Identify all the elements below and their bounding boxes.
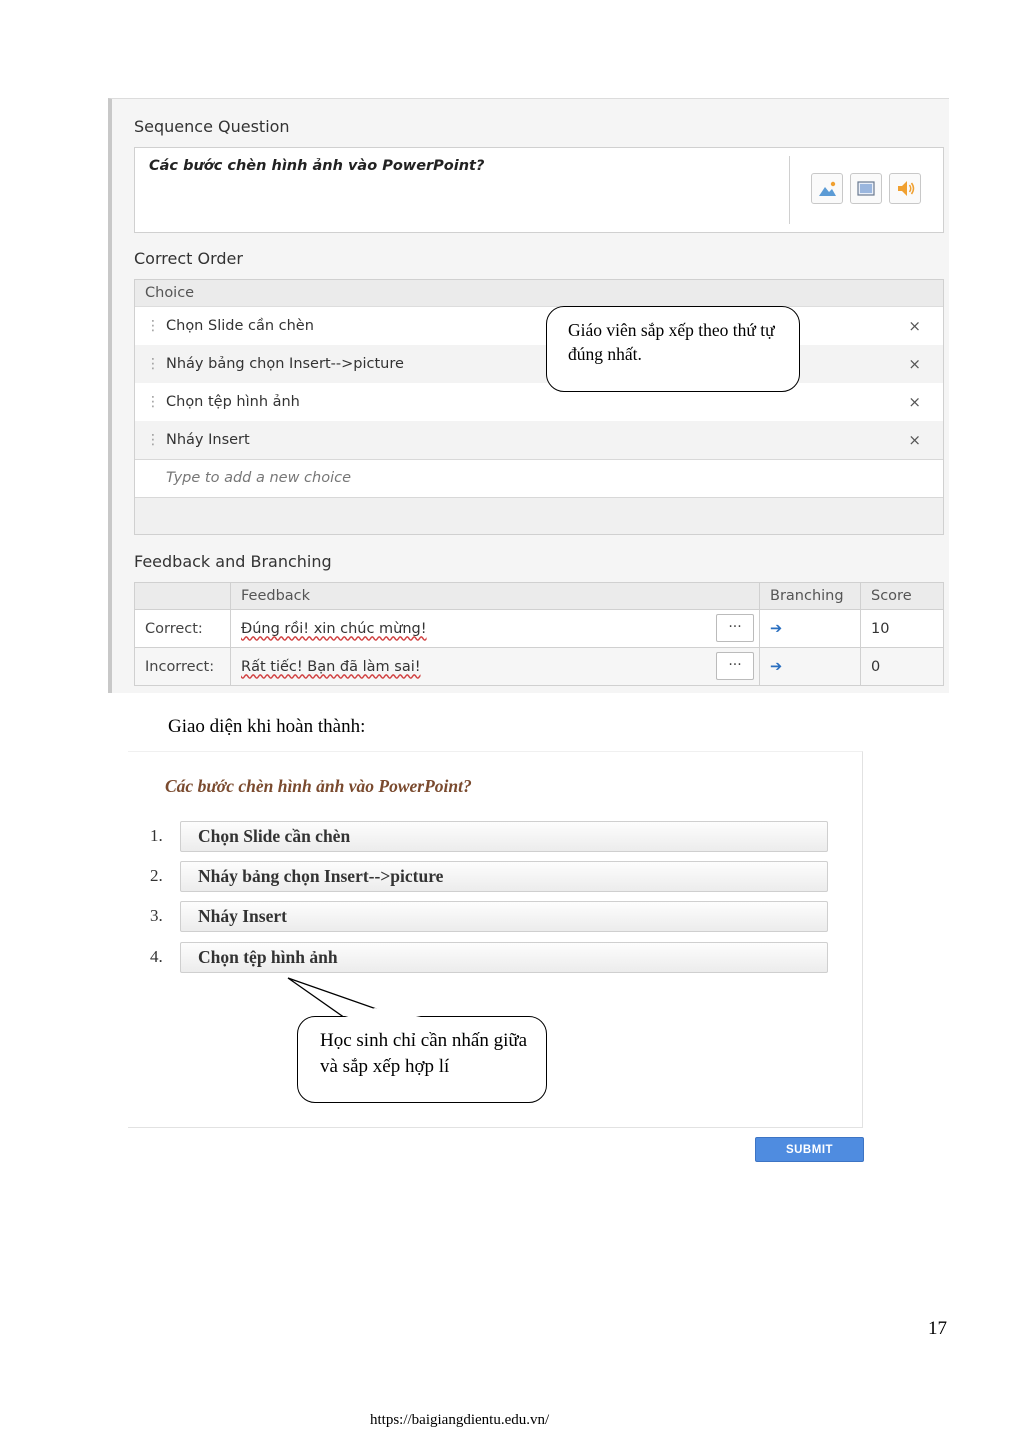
feedback-text-cell[interactable] (231, 648, 760, 686)
teacher-callout: Giáo viên sắp xếp theo thứ tự đúng nhất. (546, 306, 800, 392)
feedback-table (134, 582, 944, 686)
delete-choice-icon[interactable]: × (908, 431, 921, 449)
divider (789, 156, 790, 224)
question-input-box[interactable] (134, 147, 944, 233)
branching-arrow-icon[interactable]: ➔ (760, 610, 861, 648)
choice-row[interactable] (135, 307, 943, 345)
feedback-text-cell[interactable] (231, 610, 760, 648)
section-title-sequence-question: Sequence Question (134, 117, 290, 136)
choice-column-header: Choice (135, 280, 943, 307)
feedback-text[interactable]: Rất tiếc! Bạn đã làm sai! (241, 658, 421, 675)
audio-icon (890, 174, 920, 203)
section-title-correct-order: Correct Order (134, 249, 243, 268)
more-options-button[interactable]: ··· (716, 652, 754, 680)
drag-handle-icon[interactable]: ⋮ (146, 394, 160, 410)
choice-row[interactable] (135, 383, 943, 421)
answer-label: Chọn tệp hình ảnh (198, 947, 338, 967)
branching-column-header: Branching (760, 583, 861, 610)
video-icon (851, 174, 881, 203)
feedback-column-header: Feedback (231, 583, 760, 610)
insert-video-button[interactable] (850, 173, 882, 204)
branching-arrow-icon[interactable]: ➔ (760, 648, 861, 686)
page-number: 17 (928, 1318, 947, 1339)
insert-audio-button[interactable] (889, 173, 921, 204)
submit-button[interactable]: SUBMIT (755, 1137, 864, 1162)
student-callout: Học sinh chỉ cần nhấn giữa và sắp xếp hợp lí (297, 1016, 547, 1103)
feedback-row-label: Correct: (135, 610, 231, 648)
add-choice-input[interactable]: Type to add a new choice (135, 459, 943, 498)
choice-label[interactable]: Nháy bảng chọn Insert-->picture (166, 356, 404, 372)
callout-pointer-cover (335, 1008, 445, 1022)
draggable-answer-box[interactable] (180, 942, 828, 973)
item-number: 2. (150, 866, 163, 885)
drag-handle-icon[interactable]: ⋮ (146, 356, 160, 372)
item-number: 4. (150, 947, 163, 966)
image-icon (812, 174, 842, 203)
draggable-answer-box[interactable] (180, 861, 828, 892)
feedback-row-correct (135, 610, 944, 648)
insert-image-button[interactable] (811, 173, 843, 204)
score-value[interactable]: 0 (861, 648, 944, 686)
answer-label: Nháy Insert (198, 906, 287, 926)
correct-order-list (134, 279, 944, 535)
feedback-text[interactable]: Đúng rồi! xin chúc mừng! (241, 620, 427, 637)
drag-handle-icon[interactable]: ⋮ (146, 318, 160, 334)
caption-completed-interface: Giao diện khi hoàn thành: (168, 716, 366, 737)
item-number: 3. (150, 906, 163, 925)
choice-row[interactable] (135, 421, 943, 459)
delete-choice-icon[interactable]: × (908, 355, 921, 373)
item-number: 1. (150, 826, 163, 845)
score-value[interactable]: 10 (861, 610, 944, 648)
more-options-button[interactable]: ··· (716, 614, 754, 642)
feedback-row-incorrect (135, 648, 944, 686)
choice-label[interactable]: Chọn Slide cần chèn (166, 318, 314, 334)
draggable-answer-box[interactable] (180, 901, 828, 932)
question-text[interactable]: Các bước chèn hình ảnh vào PowerPoint? (149, 158, 485, 174)
preview-question: Các bước chèn hình ảnh vào PowerPoint? (165, 776, 472, 796)
section-title-feedback: Feedback and Branching (134, 552, 332, 571)
answer-label: Nháy bảng chọn Insert-->picture (198, 866, 444, 886)
choice-label[interactable]: Chọn tệp hình ảnh (166, 394, 300, 410)
answer-label: Chọn Slide cần chèn (198, 826, 351, 846)
choice-label[interactable]: Nháy Insert (166, 432, 250, 448)
sequence-question-editor (108, 98, 949, 693)
drag-handle-icon[interactable]: ⋮ (146, 432, 160, 448)
delete-choice-icon[interactable]: × (908, 393, 921, 411)
draggable-answer-box[interactable] (180, 821, 828, 852)
delete-choice-icon[interactable]: × (908, 317, 921, 335)
score-column-header: Score (861, 583, 944, 610)
feedback-row-label: Incorrect: (135, 648, 231, 686)
footer-url[interactable]: https://baigiangdientu.edu.vn/ (370, 1412, 550, 1428)
empty-header-cell (135, 583, 231, 610)
choice-row[interactable] (135, 345, 943, 383)
